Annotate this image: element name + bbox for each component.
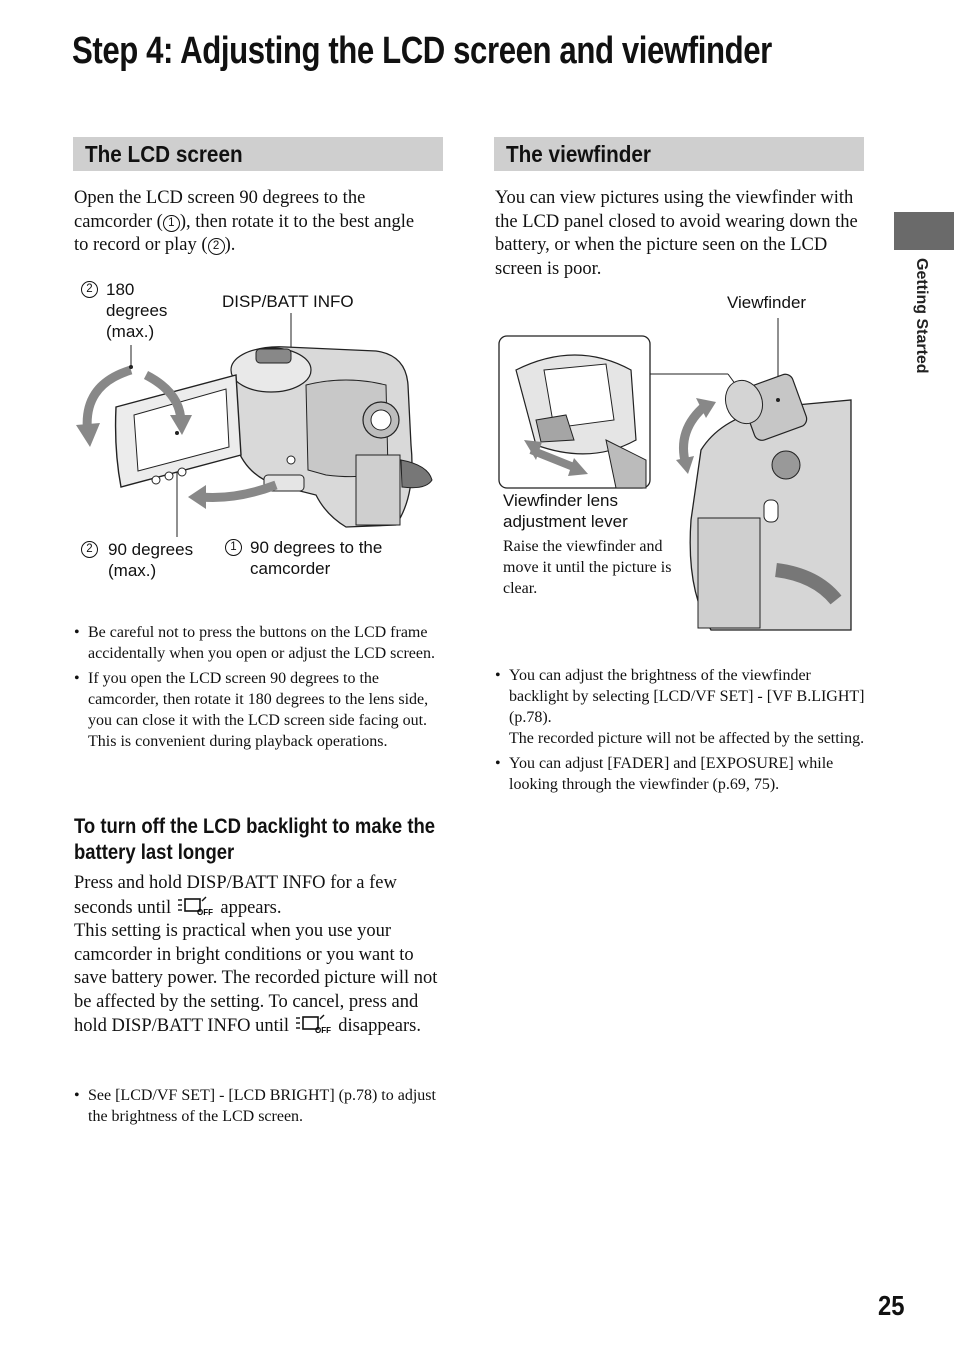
backlight-para-1: Press and hold DISP/BATT INFO for a few seconds until OFF appears.: [74, 873, 397, 918]
section-tab-marker: [894, 212, 954, 250]
backlight-para-2: This setting is practical when you use your camcorder in bright conditions or you want to save battery power. The recorded picture will not be affected by the setting. To cancel, press and hold DISP/BATT INFO until OFF disappears.: [74, 921, 438, 1036]
lcd-backlight-off-icon: [294, 1014, 334, 1034]
viewfinder-section-header: [494, 137, 864, 171]
lcd-notes: [74, 622, 444, 756]
viewfinder-intro: You can view pictures using the viewfinder with the LCD panel closed to avoid wearing down the battery, or when the picture seen on the LCD screen is poor.: [495, 188, 858, 279]
step-1-marker: 1: [163, 215, 180, 232]
lcd-backlight-off-icon: [176, 896, 216, 916]
viewfinder-section-heading: The viewfinder: [506, 141, 651, 167]
label-90-degrees-camcorder: 1 90 degrees to the camcorder: [225, 537, 382, 579]
page-number: 25: [878, 1290, 905, 1321]
step-1-marker-90: 1: [225, 539, 242, 556]
svg-text:OFF: OFF: [314, 1026, 331, 1034]
page-title: Step 4: Adjusting the LCD screen and viewfinder: [72, 30, 772, 72]
backlight-heading: To turn off the LCD backlight to make the battery last longer: [74, 815, 436, 864]
label-disp-batt-info: DISP/BATT INFO: [222, 292, 354, 311]
lever-instruction: Raise the viewfinder and move it until the picture is clear.: [503, 538, 672, 597]
lcd-illustration: [76, 275, 446, 590]
lcd-intro: [74, 187, 446, 258]
viewfinder-illustration: [496, 290, 856, 635]
backlight-body: [74, 872, 444, 1039]
section-tab-label: Getting Started: [913, 258, 930, 374]
step-2-marker-90: 2: [81, 541, 98, 558]
label-viewfinder: Viewfinder: [727, 293, 807, 312]
lcd-note: • If you open the LCD screen 90 degrees to the camcorder, then rotate it 180 degrees to the lens side, you can close it with the LCD screen side facing out. This is convenient during playback operations.: [74, 668, 444, 752]
lcd-note: • Be careful not to press the buttons on the LCD frame accidentally when you open or adjust the LCD screen.: [74, 622, 444, 664]
label-90-degrees-max: 2 90 degrees (max.): [81, 539, 193, 581]
lcd-brightness-note: • See [LCD/VF SET] - [LCD BRIGHT] (p.78) to adjust the brightness of the LCD screen.: [74, 1085, 444, 1127]
viewfinder-note: • You can adjust the brightness of the viewfinder backlight by selecting [LCD/VF SET] - [VF B.LIGHT] (p.78). The recorded picture will not be affected by the setting.: [495, 665, 867, 749]
step-2-marker-180: 2: [81, 281, 98, 298]
label-lens-adjustment-lever: Viewfinder lens adjustment lever: [503, 491, 628, 531]
lcd-section-header: [73, 137, 443, 171]
lcd-intro-line2: camcorder ( 1 ), then rotate it to the best angle: [74, 211, 415, 232]
lcd-intro-line3: to record or play ( 2 ).: [74, 235, 236, 255]
svg-text:OFF: OFF: [196, 907, 213, 916]
viewfinder-notes: [495, 665, 867, 799]
label-180-degrees: 2 180 degrees (max.): [81, 279, 167, 342]
lcd-section-heading: The LCD screen: [85, 141, 243, 167]
step-2-marker: 2: [208, 238, 225, 255]
viewfinder-note: • You can adjust [FADER] and [EXPOSURE] while looking through the viewfinder (p.69, 75).: [495, 753, 867, 795]
lcd-intro-line1: Open the LCD screen 90 degrees to the: [74, 188, 366, 208]
lcd-brightness-notes: [74, 1085, 444, 1131]
